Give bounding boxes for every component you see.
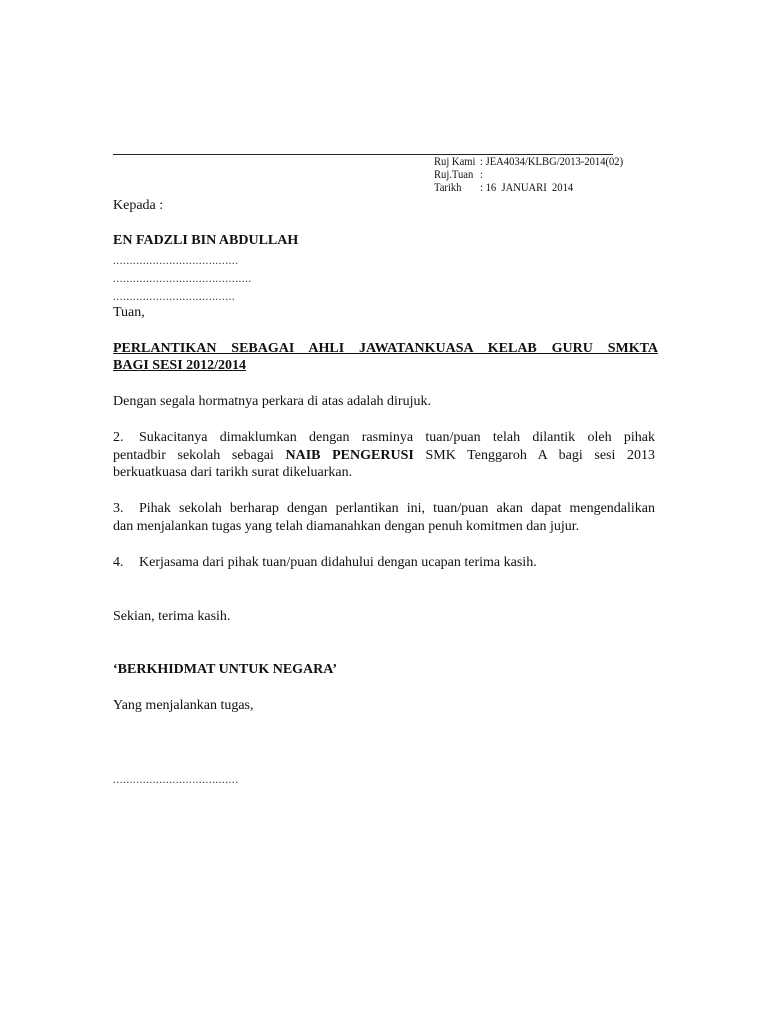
p3-line-2: dan menjalankan tugas yang telah diamanahkan dengan penuh komitmen dan jujur. (113, 518, 580, 534)
address-line-1: ...................................... (113, 253, 239, 267)
address-line-2: .......................................... (113, 271, 252, 285)
closing-yang: Yang menjalankan tugas, (113, 698, 254, 713)
tarikh-value: : 16 JANUARI 2014 (480, 182, 574, 194)
p2-line-3: berkuatkuasa dari tarikh surat dikeluarkan. (113, 465, 353, 480)
paragraph-2 (113, 429, 655, 482)
p3-number: 3. (113, 501, 124, 516)
ruj-kami-label: Ruj Kami (434, 156, 476, 168)
ruj-tuan-label: Ruj.Tuan (434, 169, 474, 181)
ref-tarikh (434, 181, 573, 195)
ruj-tuan-value: : (480, 169, 483, 181)
recipient-name: EN FADZLI BIN ABDULLAH (113, 233, 299, 248)
p2-position: NAIB PENGERUSI (285, 447, 414, 463)
subject-line-1: PERLANTIKAN SEBAGAI AHLI JAWATANKUASA KELAB GURU SMKTA (113, 341, 658, 356)
p2-line-2b: SMK Tenggaroh A bagi sesi 2013 (425, 447, 655, 463)
ref-ruj-kami (434, 155, 623, 169)
p2-line-1: Sukacitanya dimaklumkan dengan rasminya tuan/puan telah dilantik oleh pihak (139, 430, 655, 445)
p3-line-1: Pihak sekolah berharap dengan perlantikan ini, tuan/puan akan dapat mengendalikan (139, 501, 655, 516)
paragraph-1: Dengan segala hormatnya perkara di atas adalah dirujuk. (113, 394, 431, 409)
closing-motto: ‘BERKHIDMAT UNTUK NEGARA’ (113, 662, 338, 677)
kepada-label: Kepada : (113, 198, 164, 213)
paragraph-3 (113, 500, 655, 535)
p4-line-1: Kerjasama dari pihak tuan/puan didahului dengan ucapan terima kasih. (139, 555, 537, 570)
signature-line: ...................................... (113, 772, 239, 786)
ruj-kami-value: : JEA4034/KLBG/2013-2014(02) (480, 156, 624, 168)
paragraph-4 (113, 554, 655, 572)
tarikh-label: Tarikh (434, 182, 462, 194)
closing-sekian: Sekian, terima kasih. (113, 609, 231, 624)
ref-ruj-tuan (434, 168, 483, 182)
subject-heading (113, 340, 658, 374)
p2-number: 2. (113, 430, 124, 445)
salutation: Tuan, (113, 305, 145, 320)
subject-line-2: BAGI SESI 2012/2014 (113, 358, 247, 373)
address-line-3: ..................................... (113, 289, 236, 303)
p4-number: 4. (113, 555, 124, 570)
p2-line-2a: pentadbir sekolah sebagai (113, 447, 274, 463)
